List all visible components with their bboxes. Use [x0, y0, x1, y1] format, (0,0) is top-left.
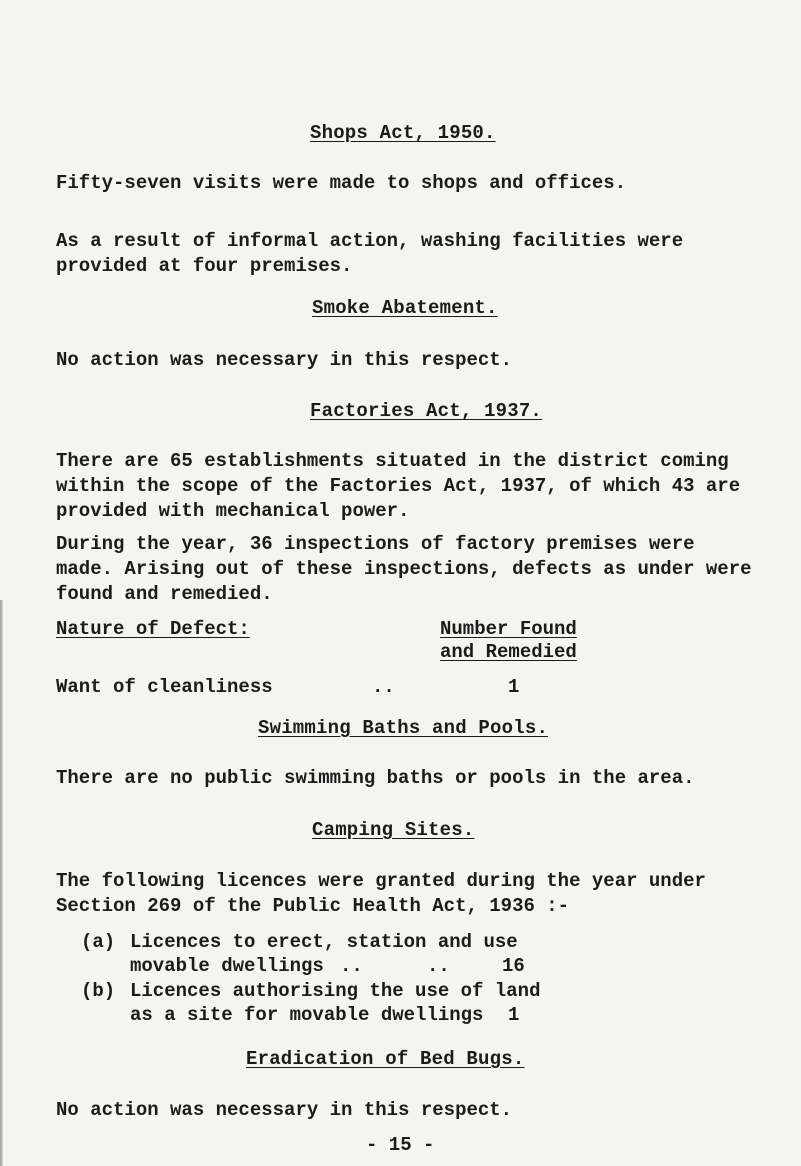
heading-camping: Camping Sites.: [312, 819, 475, 841]
text-line: The following licences were granted during the year under: [56, 870, 706, 892]
text-line: found and remedied.: [56, 583, 273, 605]
text-line: Section 269 of the Public Health Act, 1936 :-: [56, 895, 570, 917]
text-line: There are 65 establishments situated in the district coming: [56, 450, 729, 472]
heading-bed-bugs: Eradication of Bed Bugs.: [246, 1048, 525, 1070]
item-b-count: 1: [508, 1004, 520, 1026]
page-edge-shadow: [0, 600, 3, 1166]
item-a-label: (a): [81, 931, 116, 953]
table-cell-count: 1: [508, 676, 520, 698]
item-b-line1: Licences authorising the use of land: [130, 980, 541, 1002]
item-a-count: 16: [502, 955, 525, 977]
text-line: made. Arising out of these inspections, defects as under were: [56, 558, 752, 580]
table-cell-dots: ..: [372, 676, 395, 698]
para-factories-establishments: [56, 449, 740, 524]
item-a-line2: movable dwellings: [130, 955, 324, 977]
text-line: within the scope of the Factories Act, 1937, of which 43 are: [56, 475, 741, 497]
para-bed-bugs: [56, 1098, 512, 1123]
text-line: No action was necessary in this respect.: [56, 1099, 513, 1121]
text-line: provided at four premises.: [56, 255, 353, 277]
heading-shops-act: Shops Act, 1950.: [310, 122, 496, 144]
page-number: - 15 -: [366, 1134, 435, 1156]
para-factories-inspections: [56, 532, 752, 607]
item-a-line1: Licences to erect, station and use: [130, 931, 518, 953]
text-line: As a result of informal action, washing facilities were: [56, 230, 684, 252]
table-header-number-line2: and Remedied: [440, 641, 577, 663]
text-line: No action was necessary in this respect.: [56, 349, 513, 371]
para-swimming: [56, 766, 695, 791]
para-smoke: [56, 348, 512, 373]
para-shops-visits: [56, 171, 626, 196]
table-header-defect: Nature of Defect:: [56, 618, 250, 640]
para-shops-washing: [56, 229, 683, 279]
table-cell-defect: Want of cleanliness: [56, 676, 273, 698]
item-b-label: (b): [81, 980, 116, 1002]
table-header-number-line1: Number Found: [440, 618, 577, 640]
text-line: provided with mechanical power.: [56, 500, 410, 522]
heading-smoke-abatement: Smoke Abatement.: [312, 297, 498, 319]
text-line: There are no public swimming baths or pools in the area.: [56, 767, 695, 789]
text-line: Fifty-seven visits were made to shops and offices.: [56, 172, 627, 194]
heading-swimming: Swimming Baths and Pools.: [258, 717, 549, 739]
item-a-dots1: ..: [340, 955, 363, 977]
text-line: During the year, 36 inspections of factory premises were: [56, 533, 695, 555]
para-camping: [56, 869, 706, 919]
heading-factories-act: Factories Act, 1937.: [310, 400, 543, 422]
item-b-line2: as a site for movable dwellings: [130, 1004, 484, 1026]
item-a-dots2: ..: [427, 955, 450, 977]
